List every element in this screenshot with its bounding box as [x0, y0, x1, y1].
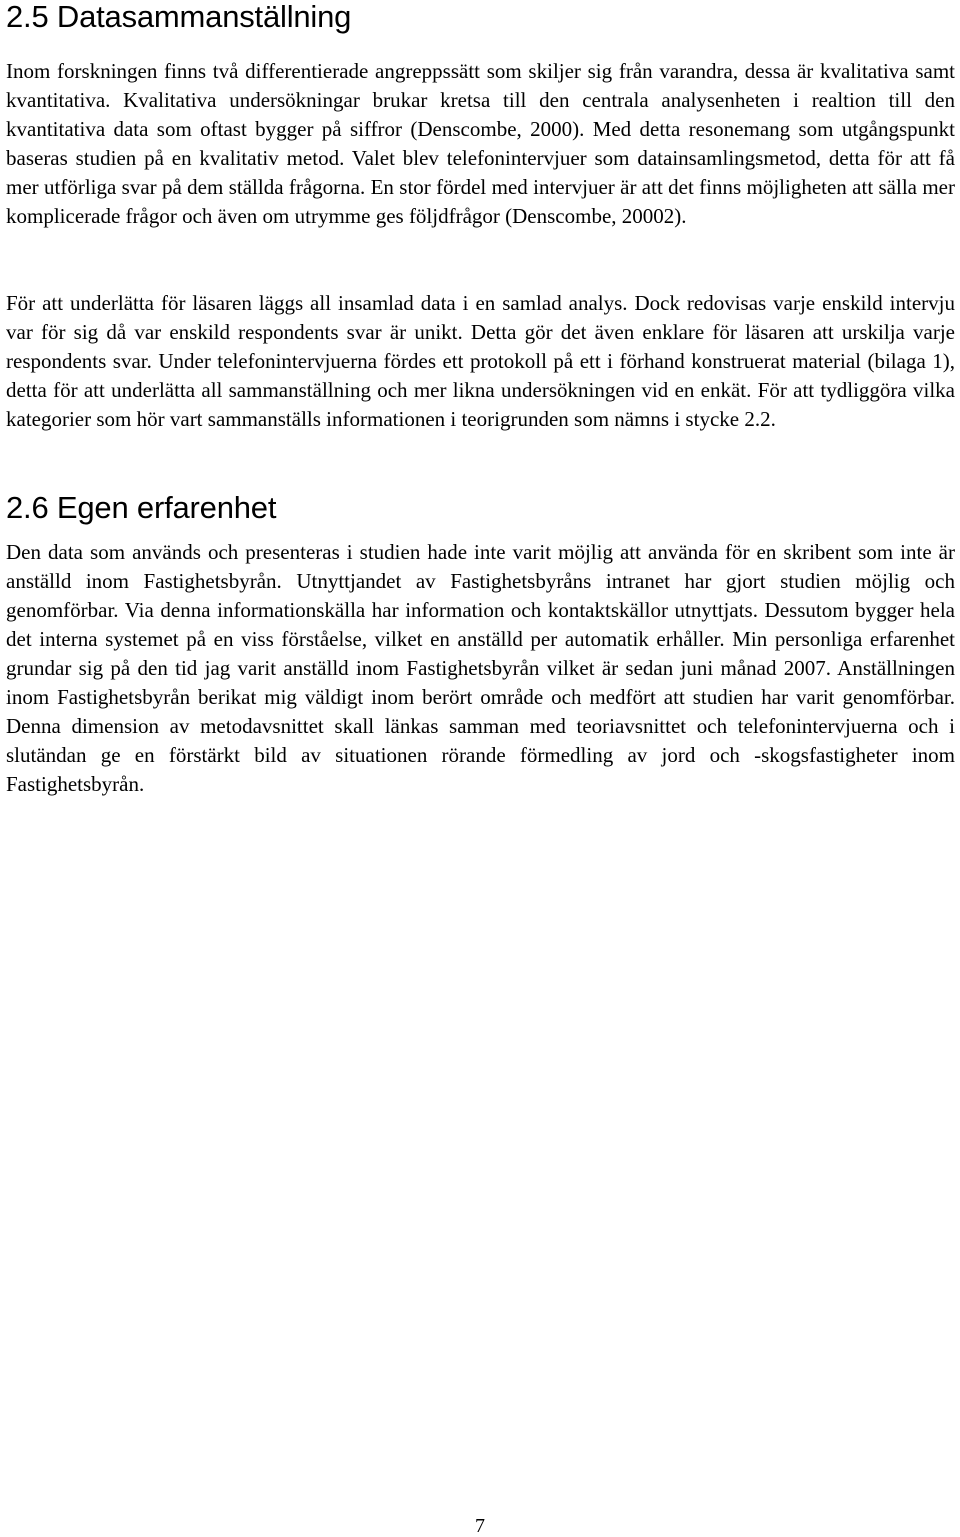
section-2-5-paragraph-2: För att underlätta för läsaren läggs all insamlad data i en samlad analys. Dock redovisas varje enskild intervju var för sig då var enskild respondents svar är unikt. Detta gör det även enklare för läsaren att urskilja varje respondents svar. Under telefonintervjuerna fördes ett protokoll på ett i förhand konstruerat material (bilaga 1), detta för att underlätta all sammanställning och mer likna undersökningen vid en enkät. För att tydliggöra vilka kategorier som hör vart sammanställs informationen i teorigrunden som nämns i stycke 2.2. [6, 291, 955, 431]
section-heading-2-5: 2.5 Datasammanställning [6, 0, 352, 34]
section-heading-2-6: 2.6 Egen erfarenhet [6, 490, 277, 525]
page-number: 7 [475, 1515, 485, 1537]
section-2-5-paragraph-1: Inom forskningen finns två differentierade angreppssätt som skiljer sig från varandra, dessa är kvalitativa samt kvantitativa. Kvalitativa undersökningar brukar kretsa till den centrala analysenheten i realtion till den kvantitativa data som oftast bygger på siffror (Denscombe, 2000). Med detta resonemang som utgångspunkt baseras studien på en kvalitativ metod. Valet blev telefonintervjuer som datainsamlingsmetod, detta för att få mer utförliga svar på dem ställda frågorna. En stor fördel med intervjuer är att det finns möjligheten att sälla mer komplicerade frågor och även om utrymme ges följdfrågor (Denscombe, 20002). [6, 59, 955, 228]
section-2-6-paragraph-1: Den data som används och presenteras i studien hade inte varit möjlig att använda för en skribent som inte är anställd inom Fastighetsbyrån. Utnyttjandet av Fastighetsbyråns intranet har gjort studien möjlig och genomförbar. Via denna informationskälla har information och kontaktskällor utnyttjats. Dessutom bygger hela det interna systemet på en viss förståelse, vilket en anställd per automatik erhåller. Min personliga erfarenhet grundar sig på den tid jag varit anställd inom Fastighetsbyrån vilket är sedan juni månad 2007. Anställningen inom Fastighetsbyrån berikat mig väldigt inom berört område och medfört att studien har varit genomförbar. Denna dimension av metodavsnittet skall länkas samman med teoriavsnittet och telefonintervjuerna och i slutändan ge en förstärkt bild av situationen rörande förmedling av jord och -skogsfastigheter inom Fastighetsbyrån. [6, 540, 955, 796]
